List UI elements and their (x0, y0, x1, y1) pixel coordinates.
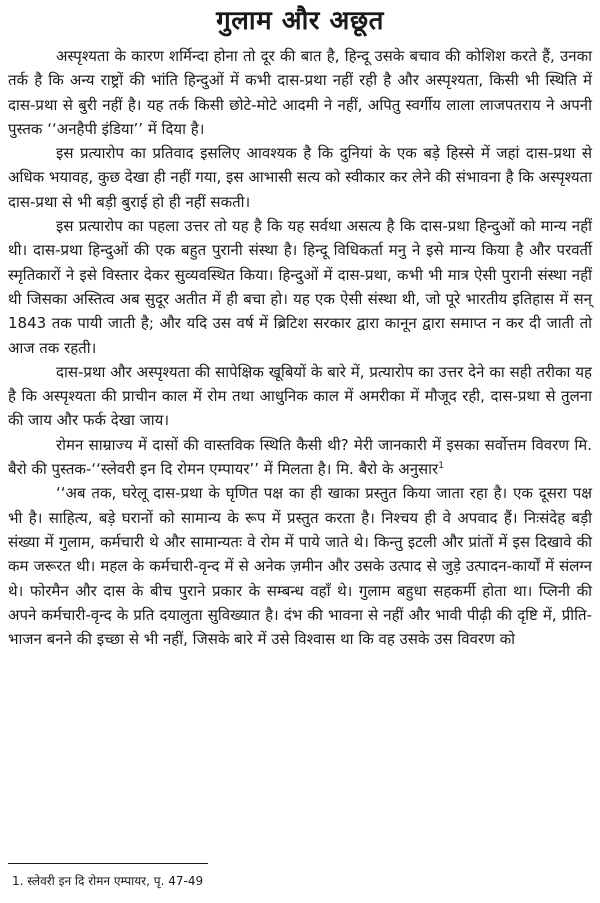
footnote: 1. स्लेवरी इन दि रोमन एम्पायर, पृ. 47-49 (12, 874, 204, 888)
book-page (8, 0, 592, 903)
paragraph-3: इस प्रत्यारोप का पहला उत्तर तो यह है कि यह सर्वथा असत्य है कि दास-प्रथा हिन्दुओं को मान्य नहीं थी। दास-प्रथा हिन्दुओं की एक बहुत पुरानी संस्था है। हिन्दू विधिकर्ता मनु ने इसे मान्य किया है और परवर्ती स्मृतिकारों ने इसे विस्तार देकर सुव्यवस्थित किया। हिन्दुओं में दास-प्रथा, कभी भी मात्र ऐसी पुरानी संस्था नहीं थी जिसका अस्तित्व अब सुदूर अतीत में ही बचा हो। यह एक ऐसी संस्था थी, जो पूरे भारतीय इतिहास में सन् 1843 तक पायी जाती है; और यदि उस वर्ष में ब्रिटिश सरकार द्वारा कानून द्वारा समाप्त न कर दी जाती तो आज तक रहती। (8, 217, 592, 357)
footnote-divider (8, 863, 208, 864)
chapter-body (8, 44, 592, 651)
quotation-paragraph: ‘‘अब तक, घरेलू दास-प्रथा के घृणित पक्ष का ही खाका प्रस्तुत किया जाता रहा है। एक दूसरा पक्ष भी है। साहित्य, बड़े घरानों को सामान्य के रूप में प्रस्तुत करता है। निश्चय ही वे अपवाद हैं। निःसंदेह बड़ी संख्या में गुलाम, कर्मचारी थे और सामान्यतः वे रोम में पाये जाते थे। किन्तु इटली और प्रांतों में इस दिखावे की कम जरूरत थी। महल के कर्मचारी-वृन्द में से अनेक ज़मीन और उसके उत्पाद से जुड़े उत्पादन-कार्यों में संलग्न थे। फोरमैन और दास के बीच पुराने प्रकार के सम्बन्ध वहाँ थे। गुलाम बहुधा सहकर्मी होता था। प्लिनी की अपने कर्मचारी-वृन्द के प्रति दयालुता सुविख्यात है। दंभ की भावना से नहीं और भावी पीढ़ी की दृष्टि में, प्रीति-भाजन बनने की इच्छा से भी नहीं, जिसके बारे में उसे विश्वास था कि वह उसके उस विवरण को (8, 484, 592, 649)
paragraph-2: इस प्रत्यारोप का प्रतिवाद इसलिए आवश्यक है कि दुनियां के एक बड़े हिस्से में जहां दास-प्रथा से अधिक भयावह, कुछ देखा ही नहीं गया, इस आभासी सत्य को स्वीकार कर लेने की संभावना है कि अस्पृश्यता दास-प्रथा से भी बड़ी बुराई हो ही नहीं सकती। (8, 144, 592, 211)
page-title: गुलाम और अछूत (216, 6, 384, 36)
paragraph-1: अस्पृश्यता के कारण शर्मिन्दा होना तो दूर की बात है, हिन्दू उसके बचाव की कोशिश करते हैं, उनका तर्क है कि अन्य राष्ट्रों की भांति हिन्दुओं में कभी दास-प्रथा नहीं रही है और अस्पृश्यता, किसी भी स्थिति में दास-प्रथा से बुरी नहीं है। यह तर्क किसी छोटे-मोटे आदमी ने नहीं, अपितु स्वर्गीय लाला लाजपतराय ने अपनी पुस्तक ‘‘अनहैपी इंडिया’’ में दिया है। (8, 47, 592, 138)
paragraph-4: दास-प्रथा और अस्पृश्यता की सापेक्षिक खूबियों के बारे में, प्रत्यारोप का उत्तर देने का सही तरीका यह है कि अस्पृश्यता की प्राचीन काल में रोम तथा आधुनिक काल में अमरीका में मौजूद रही, दास-प्रथा से तुलना की जाय और फर्क देखा जाय। (8, 362, 592, 430)
paragraph-5-text: रोमन साम्राज्य में दासों की वास्तविक स्थिति कैसी थी? मेरी जानकारी में इसका सर्वोत्तम विवरण मि. बैरो की पुस्तक-‘‘स्लेवरी इन दि रोमन एम्पायर’’ में मिलता है। मि. बैरो के अनुसार (8, 435, 592, 479)
paragraph-5 (8, 433, 592, 482)
footnote-reference: 1 (438, 461, 444, 472)
